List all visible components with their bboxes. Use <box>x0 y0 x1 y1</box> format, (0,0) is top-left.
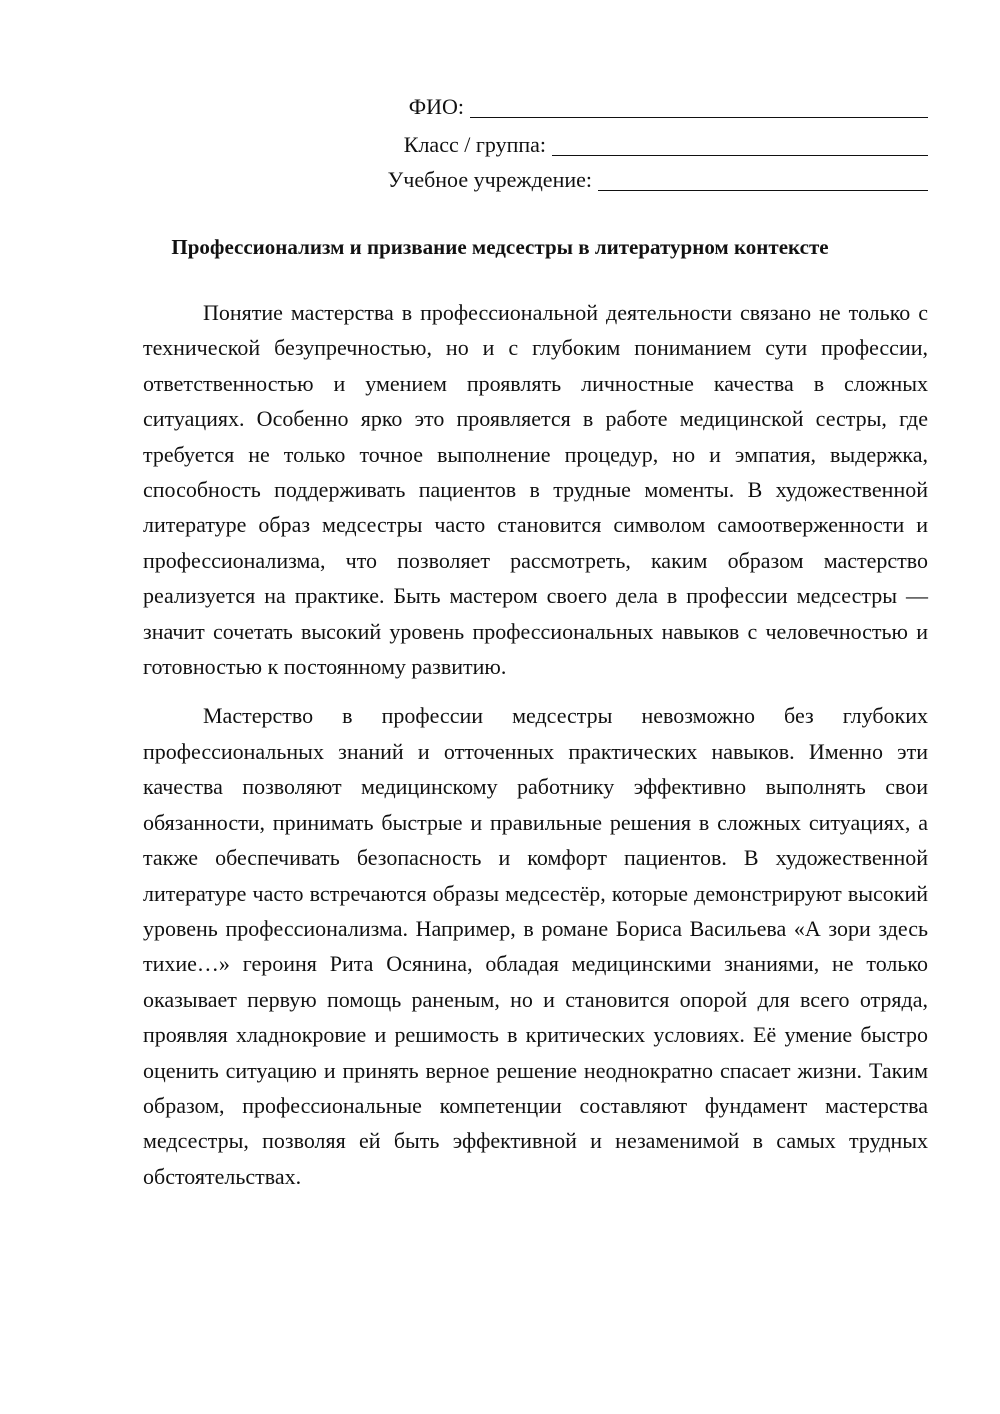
class-blank-line <box>552 131 928 156</box>
school-blank-line <box>598 166 928 191</box>
class-label: Класс / группа: <box>403 132 546 157</box>
school-label: Учебное учреждение: <box>387 167 592 192</box>
fio-blank-line <box>470 93 928 118</box>
document-title: Профессионализм и призвание медсестры в литературном контексте <box>171 235 829 259</box>
paragraph-2: Мастерство в профессии медсестры невозможно без глубоких профессиональных знаний и отточенных практических навыков. Именно эти качества позволяют медицинскому работнику эффективно выполнять свои обязанности, принимать быстрые и правильные решения в сложных ситуациях, а также обеспечивать безопасность и комфорт пациентов. В художественной литературе часто встречаются образы медсестёр, которые демонстрируют высокий уровень профессионализма. Например, в романе Бориса Васильева «А зори здесь тихие…» героиня Рита Осянина, обладая медицинскими знаниями, не только оказывает первую помощь раненым, но и становится опорой для всего отряда, проявляя хладнокровие и решимость в критических условиях. Её умение быстро оценить ситуацию и принять верное решение неоднократно спасает жизни. Таким образом, профессиональные компетенции составляют фундамент мастерства медсестры, позволяя ей быть эффективной и незаменимой в самых трудных обстоятельствах. <box>143 703 928 1189</box>
fio-field <box>409 92 928 122</box>
class-field <box>404 130 928 160</box>
document-body <box>143 295 928 1208</box>
school-field <box>388 165 928 195</box>
fio-label: ФИО: <box>408 94 464 119</box>
paragraph-1: Понятие мастерства в профессиональной деятельности связано не только с технической безупречностью, но и с глубоким пониманием сути профессии, ответственностью и умением проявлять личностные качества в сложных ситуациях. Особенно ярко это проявляется в работе медицинской сестры, где требуется не только точное выполнение процедур, но и эмпатия, выдержка, способность поддерживать пациентов в трудные моменты. В художественной литературе образ медсестры часто становится символом самоотверженности и профессионализма, что позволяет рассмотреть, каким образом мастерство реализуется на практике. Быть мастером своего дела в профессии медсестры — значит сочетать высокий уровень профессиональных навыков с человечностью и готовностью к постоянному развитию. <box>143 300 928 680</box>
